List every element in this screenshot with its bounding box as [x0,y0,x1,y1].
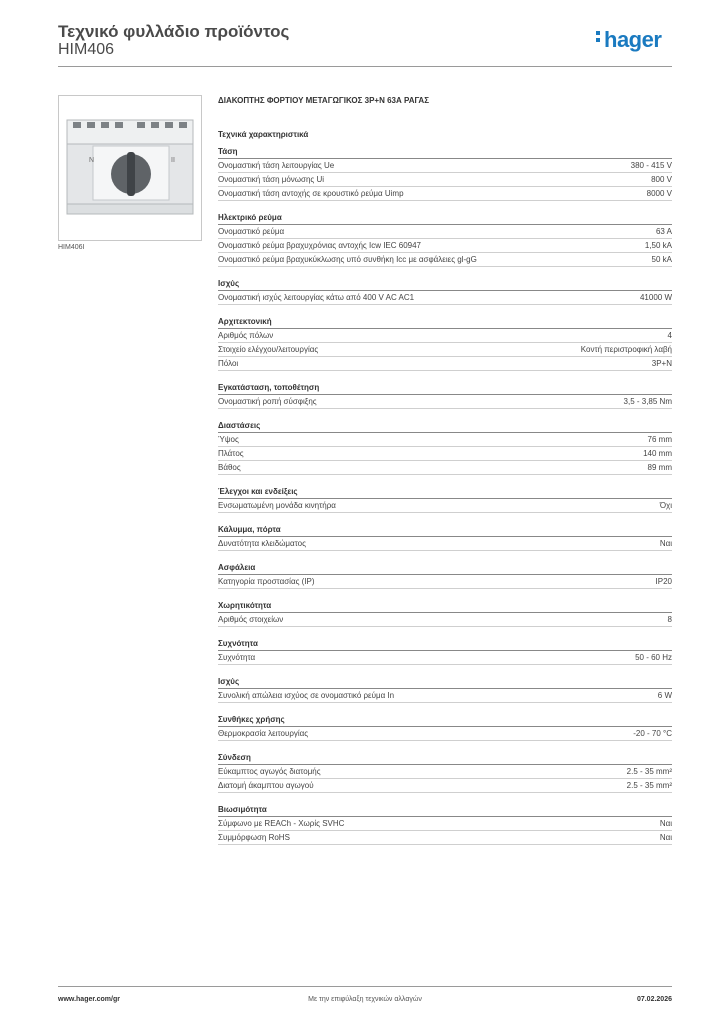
hager-logo [596,27,661,53]
spec-row [218,253,672,267]
spec-label: Σύμφωνο με REACh - Χωρίς SVHC [218,819,345,828]
section-title: Εγκατάσταση, τοποθέτηση [218,381,672,395]
spec-label: Ονομαστικό ρεύμα [218,227,285,236]
spec-row [218,817,672,831]
specs-heading: Τεχνικά χαρακτηριστικά [218,130,309,139]
spec-value: 3P+N [651,359,672,368]
svg-text:N: N [89,157,95,164]
spec-label: Αριθμός πόλων [218,331,274,340]
section-title: Συνθήκες χρήσης [218,713,672,727]
spec-label: Στοιχείο ελέγχου/λειτουργίας [218,345,319,354]
spec-section [218,637,672,665]
document-title: Τεχνικό φυλλάδιο προϊόντος [58,22,290,41]
spec-row [218,159,672,173]
spec-section [218,315,672,371]
spec-label: Συνολική απώλεια ισχύος σε ονομαστικό ρεύμα In [218,691,395,700]
spec-label: Πλάτος [218,449,244,458]
header-rule [58,66,672,67]
spec-content [218,96,672,845]
spec-value: 8000 V [646,189,672,198]
section-title: Συχνότητα [218,637,672,651]
spec-label: Ονομαστική ροπή σύσφιξης [218,397,317,406]
spec-label: Θερμοκρασία λειτουργίας [218,729,309,738]
spec-row [218,537,672,551]
spec-row [218,461,672,475]
spec-value: 63 A [655,227,672,236]
spec-value: Κοντή περιστροφική λαβή [580,345,672,354]
spec-label: Ονομαστική ισχύς λειτουργίας κάτω από 400 V AC AC1 [218,293,415,302]
spec-section [218,381,672,409]
footer-rule [58,986,672,987]
spec-section [218,523,672,551]
switch-illustration-icon [59,96,201,240]
spec-section [218,419,672,475]
spec-label: Πόλοι [218,359,239,368]
spec-row [218,225,672,239]
section-title: Ισχύς [218,277,672,291]
section-title: Σύνδεση [218,751,672,765]
spec-section [218,145,672,201]
spec-row [218,613,672,627]
footer-website[interactable]: www.hager.com/gr [58,996,120,1003]
footer-date: 07.02.2026 [636,996,672,1003]
spec-value: 4 [667,331,672,340]
spec-section [218,713,672,741]
spec-label: Βάθος [218,463,241,472]
spec-row [218,651,672,665]
document-header [58,22,289,59]
image-caption: HIM406I [58,244,85,251]
product-title: ΔΙΑΚΟΠΤΗΣ ΦΟΡΤΙΟΥ ΜΕΤΑΓΩΓΙΚΟΣ 3Ρ+Ν 63Α ΡΑΓΑΣ [218,96,430,105]
spec-label: Ονομαστικό ρεύμα βραχυχρόνιας αντοχής Icw IEC 60947 [218,241,421,250]
spec-label: Συμμόρφωση RoHS [218,833,290,842]
section-title: Διαστάσεις [218,419,672,433]
spec-label: Συχνότητα [218,653,256,662]
spec-label: Ονομαστική τάση μόνωσης Ui [218,175,325,184]
spec-row [218,433,672,447]
svg-text:II: II [171,157,175,164]
spec-row [218,343,672,357]
spec-label: Αριθμός στοιχείων [218,615,284,624]
section-title: Ασφάλεια [218,561,672,575]
spec-sections [218,145,672,845]
spec-row [218,395,672,409]
spec-row [218,357,672,371]
product-code: HIM406 [58,41,115,58]
spec-value: Όχι [659,501,672,510]
spec-label: Ονομαστική τάση αντοχής σε κρουστικό ρεύμα Uimp [218,189,404,198]
spec-label: Ύψος [218,435,239,444]
spec-section [218,277,672,305]
spec-value: -20 - 70 °C [633,729,672,738]
spec-value: Ναι [659,819,672,828]
spec-row [218,499,672,513]
spec-label: Κατηγορία προστασίας (IP) [218,577,315,586]
spec-section [218,751,672,793]
spec-value: 50 - 60 Hz [635,653,672,662]
spec-value: Ναι [659,833,672,842]
spec-value: 140 mm [643,449,672,458]
footer-note: Με την επιφύλαξη τεχνικών αλλαγών [308,996,422,1003]
spec-value: 8 [667,615,672,624]
spec-row [218,779,672,793]
spec-value: 380 - 415 V [630,161,672,170]
spec-row [218,173,672,187]
section-title: Τάση [218,145,672,159]
spec-row [218,329,672,343]
spec-value: 2.5 - 35 mm² [626,767,672,776]
spec-label: Διατομή άκαμπτου αγωγού [218,781,314,790]
spec-value: 76 mm [647,435,672,444]
spec-value: 800 V [651,175,672,184]
spec-value: 89 mm [647,463,672,472]
spec-value: 6 W [657,691,672,700]
spec-value: 41000 W [639,293,672,302]
section-title: Ηλεκτρικό ρεύμα [218,211,672,225]
section-title: Κάλυμμα, πόρτα [218,523,672,537]
spec-row [218,765,672,779]
spec-row [218,291,672,305]
spec-value: 2.5 - 35 mm² [626,781,672,790]
spec-section [218,599,672,627]
spec-row [218,727,672,741]
spec-value: Ναι [659,539,672,548]
spec-section [218,675,672,703]
section-title: Χωρητικότητα [218,599,672,613]
spec-label: Ονομαστικό ρεύμα βραχυκύκλωσης υπό συνθήκη Icc με ασφάλειες gl-gG [218,255,477,264]
spec-row [218,575,672,589]
spec-label: Ενσωματωμένη μονάδα κινητήρα [218,501,336,510]
spec-row [218,187,672,201]
spec-section [218,803,672,845]
spec-row [218,239,672,253]
product-image [58,95,202,241]
section-title: Έλεγχοι και ενδείξεις [218,485,672,499]
spec-section [218,561,672,589]
section-title: Αρχιτεκτονική [218,315,672,329]
spec-section [218,211,672,267]
spec-value: 50 kA [651,255,672,264]
spec-value: 3,5 - 3,85 Nm [623,397,672,406]
section-title: Βιωσιμότητα [218,803,672,817]
spec-label: Ονομαστική τάση λειτουργίας Ue [218,161,335,170]
spec-value: 1,50 kA [644,241,672,250]
section-title: Ισχύς [218,675,672,689]
spec-label: Δυνατότητα κλειδώματος [218,539,306,548]
spec-value: IP20 [655,577,672,586]
spec-section [218,485,672,513]
spec-label: Εύκαμπτος αγωγός διατομής [218,767,321,776]
logo-colon-icon [596,28,601,45]
spec-row [218,689,672,703]
spec-row [218,831,672,845]
spec-row [218,447,672,461]
logo-text: hager [604,27,662,52]
